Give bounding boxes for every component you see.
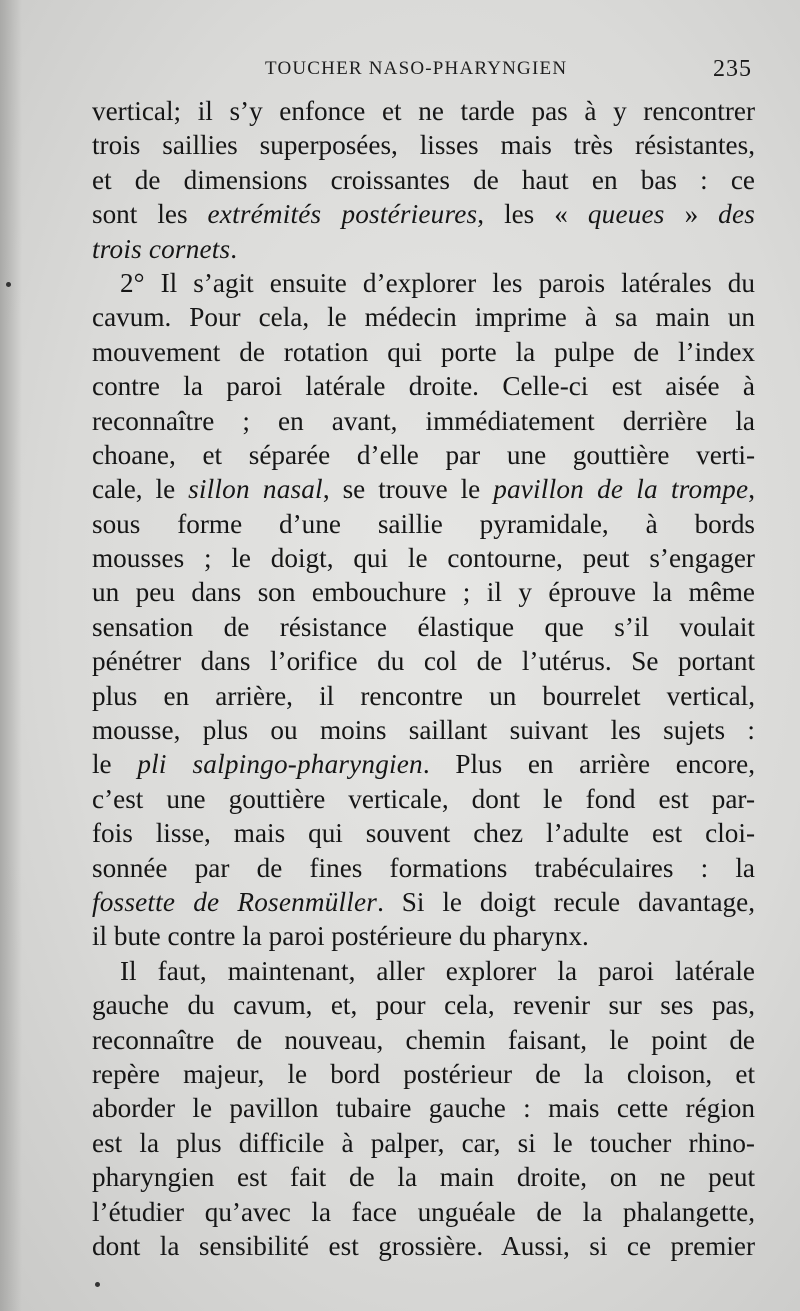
text-line bbox=[92, 1057, 755, 1091]
text-run: le bbox=[92, 749, 138, 780]
text-run: mousse, plus ou moins saillant suivant les sujets : bbox=[92, 715, 755, 746]
text-run: mousses ; le doigt, qui le contourne, peut s’engager bbox=[92, 543, 755, 574]
text-run: Il faut, maintenant, aller explorer la paroi latérale bbox=[120, 955, 755, 986]
text-line bbox=[92, 713, 755, 747]
text-line bbox=[92, 851, 755, 885]
page-dot bbox=[95, 1282, 100, 1287]
text-run: cale, le bbox=[92, 474, 189, 505]
text-line bbox=[92, 128, 755, 162]
text-line bbox=[92, 541, 755, 575]
italic-term: des bbox=[718, 199, 755, 230]
margin-mark bbox=[6, 282, 11, 287]
text-line bbox=[92, 610, 755, 644]
text-run: » bbox=[664, 199, 719, 230]
text-run: cavum. Pour cela, le médecin imprime à sa main un bbox=[92, 302, 755, 333]
text-run: et de dimensions croissantes de haut en bas : ce bbox=[92, 164, 755, 195]
text-line bbox=[92, 335, 755, 369]
text-line bbox=[92, 404, 755, 438]
page-number: 235 bbox=[713, 56, 752, 82]
text-run: , les « bbox=[477, 199, 588, 230]
text-run: , se trouve le bbox=[322, 474, 494, 505]
text-line bbox=[92, 988, 755, 1022]
text-line bbox=[92, 1229, 755, 1263]
text-line bbox=[92, 919, 755, 953]
text-line bbox=[92, 300, 755, 334]
italic-term: trois cornets bbox=[92, 233, 231, 264]
text-run: vertical; il s’y enfonce et ne tarde pas à y rencontrer bbox=[92, 96, 755, 126]
text-line bbox=[92, 782, 755, 816]
text-run: sonnée par de fines formations trabéculaires : la bbox=[92, 852, 755, 883]
text-line bbox=[92, 163, 755, 197]
text-run: aborder le pavillon tubaire gauche : mais cette région bbox=[92, 1093, 755, 1124]
text-line bbox=[92, 438, 755, 472]
text-run: reconnaître de nouveau, chemin faisant, le point de bbox=[92, 1024, 755, 1055]
italic-term: sillon nasal bbox=[188, 474, 323, 505]
text-run: choane, et séparée d’elle par une gouttière verti- bbox=[92, 439, 755, 470]
text-line bbox=[92, 232, 755, 266]
text-line bbox=[92, 1091, 755, 1125]
text-run: sont les bbox=[92, 199, 208, 230]
text-line bbox=[92, 197, 755, 231]
text-run: , bbox=[748, 474, 756, 505]
text-run: l’étudier qu’avec la face unguéale de la phalangette, bbox=[92, 1196, 755, 1227]
italic-term: fossette de Rosenmüller bbox=[92, 886, 378, 917]
text-run: . Plus en arrière encore, bbox=[422, 749, 756, 780]
text-line bbox=[92, 644, 755, 678]
text-run: il bute contre la paroi postérieure du pharynx. bbox=[92, 921, 589, 952]
text-line bbox=[92, 266, 755, 300]
italic-term: pli salpingo-pharyngien bbox=[137, 749, 423, 780]
italic-term: queues bbox=[587, 199, 665, 230]
text-run: . Si le doigt recule davantage, bbox=[377, 886, 755, 917]
italic-term: extrémités postérieures bbox=[207, 199, 478, 230]
running-head: TOUCHER NASO-PHARYNGIEN bbox=[265, 58, 568, 79]
text-run: 2° Il s’agit ensuite d’explorer les parois latérales du bbox=[120, 267, 755, 298]
text-run: c’est une gouttière verticale, dont le fond est par- bbox=[92, 783, 755, 814]
body-text bbox=[92, 94, 755, 1263]
text-line bbox=[92, 1126, 755, 1160]
text-line bbox=[92, 507, 755, 541]
text-line bbox=[92, 679, 755, 713]
text-run: repère majeur, le bord postérieur de la cloison, et bbox=[92, 1058, 755, 1089]
text-line bbox=[92, 94, 755, 128]
text-run: pénétrer dans l’orifice du col de l’utérus. Se portant bbox=[92, 646, 755, 677]
text-line bbox=[92, 472, 755, 506]
text-run: gauche du cavum, et, pour cela, revenir sur ses pas, bbox=[92, 990, 755, 1021]
text-line bbox=[92, 369, 755, 403]
text-run: pharyngien est fait de la main droite, on ne peut bbox=[92, 1162, 755, 1193]
text-run: contre la paroi latérale droite. Celle-ci est aisée à bbox=[92, 371, 755, 402]
text-run: reconnaître ; en avant, immédiatement derrière la bbox=[92, 405, 755, 436]
text-line bbox=[92, 575, 755, 609]
text-run: mouvement de rotation qui porte la pulpe de l’index bbox=[92, 336, 755, 367]
text-run: sous forme d’une saillie pyramidale, à bords bbox=[92, 508, 755, 539]
text-line bbox=[92, 1195, 755, 1229]
italic-term: pavillon de la trompe bbox=[493, 474, 749, 505]
text-run: trois saillies superposées, lisses mais très résistantes, bbox=[92, 130, 755, 161]
text-line bbox=[92, 954, 755, 988]
text-run: . bbox=[230, 233, 238, 264]
page-header bbox=[95, 56, 752, 86]
text-run: dont la sensibilité est grossière. Aussi, si ce premier bbox=[92, 1230, 755, 1261]
text-line bbox=[92, 747, 755, 781]
text-run: plus en arrière, il rencontre un bourrelet vertical, bbox=[92, 680, 755, 711]
text-line bbox=[92, 816, 755, 850]
text-run: est la plus difficile à palper, car, si le toucher rhino- bbox=[92, 1127, 755, 1158]
text-line bbox=[92, 1023, 755, 1057]
text-line bbox=[92, 885, 755, 919]
text-run: un peu dans son embouchure ; il y éprouve la même bbox=[92, 577, 755, 608]
text-run: sensation de résistance élastique que s’il voulait bbox=[92, 611, 755, 642]
text-line bbox=[92, 1160, 755, 1194]
text-run: fois lisse, mais qui souvent chez l’adulte est cloi- bbox=[92, 818, 755, 849]
